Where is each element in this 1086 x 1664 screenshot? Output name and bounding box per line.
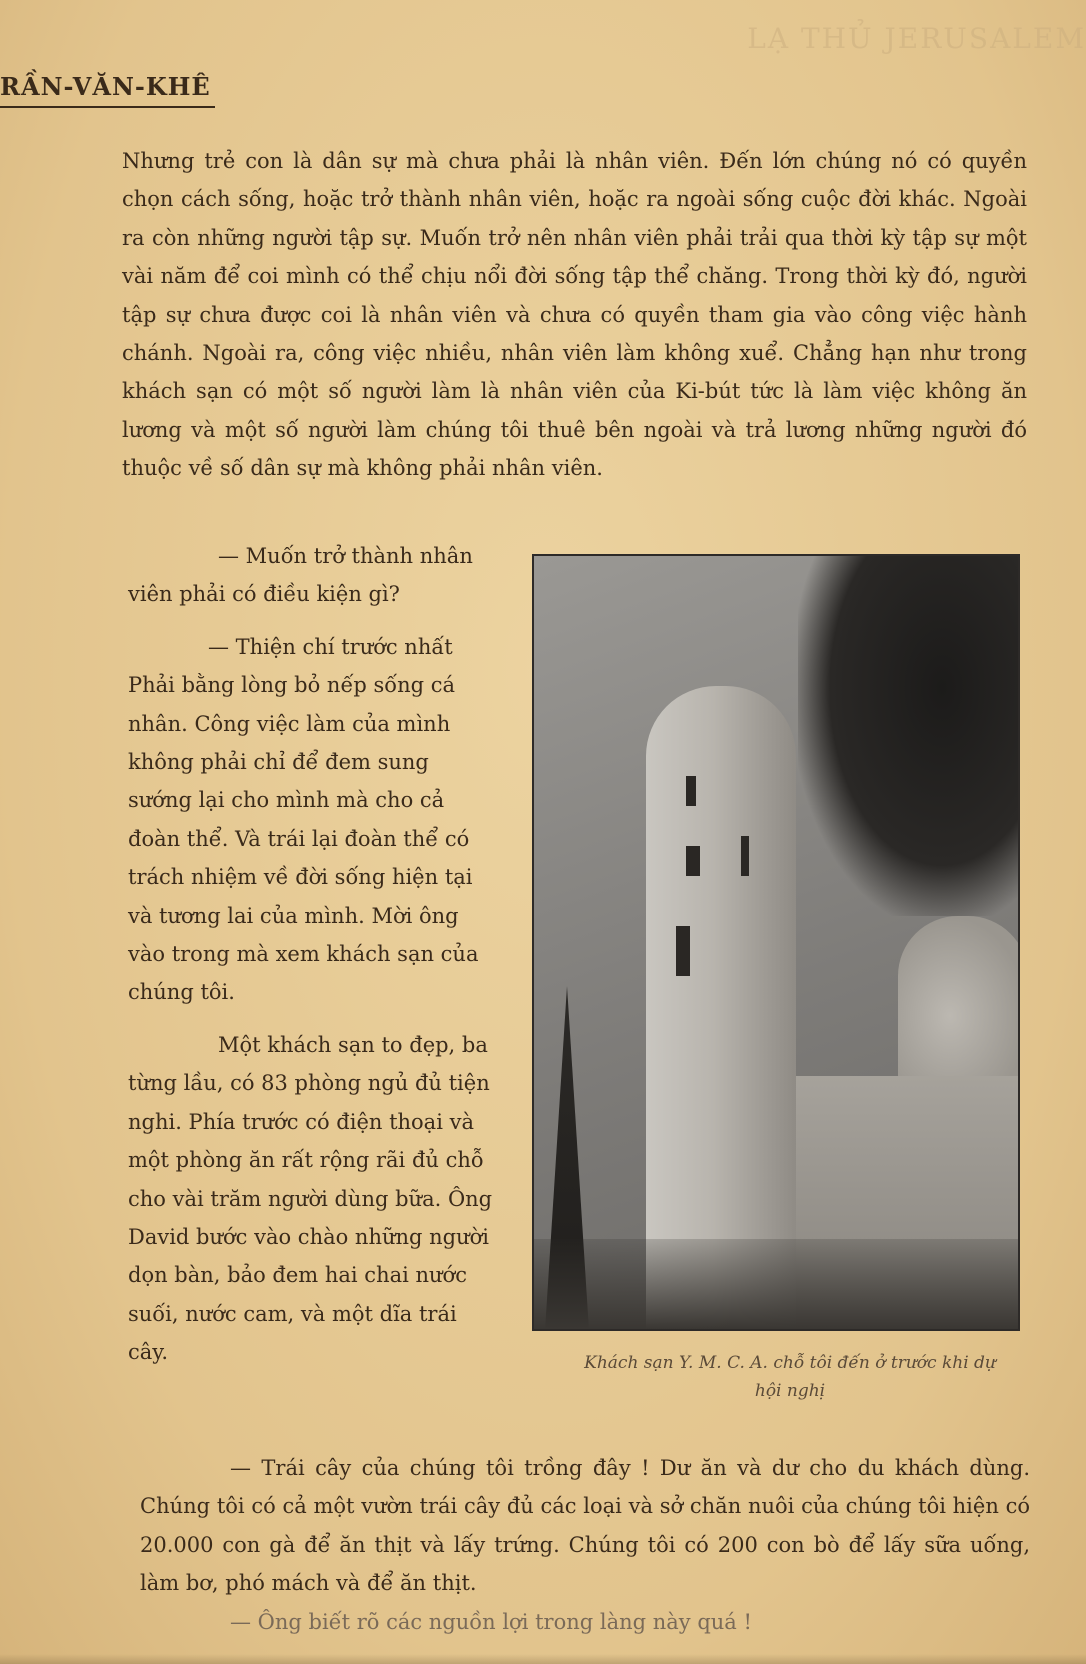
page-edge-shadow: [0, 1654, 1086, 1664]
tower-window: [676, 926, 690, 976]
tower-window: [686, 776, 696, 806]
left-column: [128, 537, 493, 1372]
running-head-right: LẠ THỦ JERUSALEM: [747, 22, 1086, 55]
running-head-left: RẦN-VĂN-KHÊ: [0, 72, 211, 101]
bottom-paragraph-1: — Trái cây của chúng tôi trồng đây ! Dư ăn và dư cho du khách dùng. Chúng tôi có cả một vườn trái cây đủ các loại và sở chăn nuôi của chúng tôi hiện có 20.000 con gà để ăn thịt và lấy trứng. Chúng tôi có 200 con bò để lấy sữa uống, làm bơ, phó mách và để ăn thịt.: [140, 1456, 1030, 1596]
question-line: — Muốn trở thành nhân viên phải có điều kiện gì?: [128, 544, 473, 607]
bottom-text: [140, 1449, 1030, 1641]
photo-foliage: [534, 1239, 1018, 1329]
photo-caption: Khách sạn Y. M. C. A. chỗ tôi đến ở trước khi dự hội nghị: [584, 1353, 996, 1401]
photo-tree: [798, 554, 1020, 916]
intro-paragraph: Nhưng trẻ con là dân sự mà chưa phải là nhân viên. Đến lớn chúng nó có quyền chọn cách sống, hoặc trở thành nhân viên, hoặc ra ngoài sống cuộc đời khác. Ngoài ra còn những người tập sự. Muốn trở nên nhân viên phải trải qua thời kỳ tập sự một vài năm để coi mình có thể chịu nổi đời sống tập thể chăng. Trong thời kỳ đó, người tập sự chưa được coi là nhân viên và chưa có quyền tham gia vào công việc hành chánh. Ngoài ra, công việc nhiều, nhân viên làm không xuể. Chẳng hạn như trong khách sạn có một số người làm là nhân viên của Ki-bút tức là làm việc không ăn lương và một số người làm chúng tôi thuê bên ngoài và trả lương những người đó thuộc về số dân sự mà không phải nhân viên.: [122, 149, 1027, 481]
answer-body: Phải bằng lòng bỏ nếp sống cá nhân. Công việc làm của mình không phải chỉ để đem sung sướng lại cho mình mà cho cả đoàn thể. Và trái lại đoàn thể có trách nhiệm về đời sống hiện tại và tương lai của mình. Mời ông vào trong mà xem khách sạn của chúng tôi.: [128, 673, 479, 1005]
answer-lead: — Thiện chí trước nhất: [208, 634, 453, 659]
tower-window: [741, 836, 749, 876]
header-rule: [0, 106, 215, 108]
hotel-photo: [532, 554, 1020, 1331]
tower-window: [686, 846, 700, 876]
photo-tower: [646, 686, 796, 1331]
hotel-paragraph: Một khách sạn to đẹp, ba từng lầu, có 83 phòng ngủ đủ tiện nghi. Phía trước có điện thoại và một phòng ăn rất rộng rãi đủ chỗ cho vài trăm người dùng bữa. Ông David bước vào chào những người dọn bàn, bảo đem hai chai nước suối, nước cam, và một dĩa trái cây.: [128, 1032, 493, 1365]
bottom-paragraph-2: — Ông biết rõ các nguồn lợi trong làng này quá !: [230, 1609, 752, 1634]
